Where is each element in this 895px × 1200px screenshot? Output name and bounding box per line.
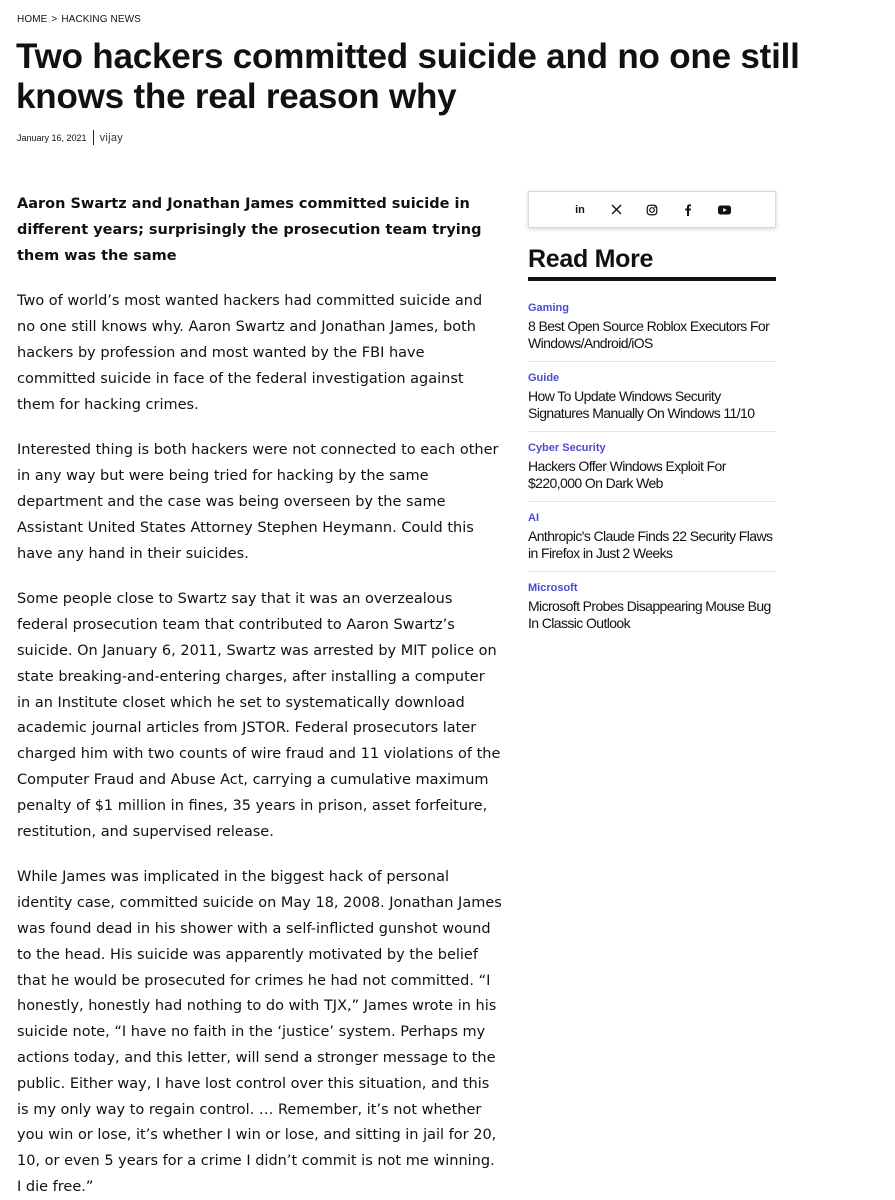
read-more-list xyxy=(528,301,776,641)
x-logo-icon xyxy=(611,204,622,215)
related-article-link[interactable]: 8 Best Open Source Roblox Executors For Windows/Android/iOS xyxy=(528,318,770,351)
facebook-icon[interactable] xyxy=(677,199,699,221)
breadcrumb-separator: > xyxy=(51,14,58,25)
breadcrumb xyxy=(17,14,141,25)
breadcrumb-home-link[interactable]: HOME xyxy=(17,14,48,25)
facebook-logo-icon xyxy=(683,204,693,216)
related-article-link[interactable]: How To Update Windows Security Signatures Manually On Windows 11/10 xyxy=(528,388,755,421)
instagram-logo-icon xyxy=(646,204,658,216)
instagram-icon[interactable] xyxy=(641,199,663,221)
list-item xyxy=(528,441,776,502)
linkedin-glyph: in xyxy=(575,203,585,216)
list-item xyxy=(528,511,776,572)
related-article-link[interactable]: Anthropic's Claude Finds 22 Security Flaws in Firefox in Just 2 Weeks xyxy=(528,528,773,561)
article-paragraph: Interested thing is both hackers were not connected to each other in any way but were being tried for hacking by the same department and the case was being overseen by the same Assistant United States Attorney Stephen Heymann. Could this have any hand in their suicides. xyxy=(17,442,499,562)
article-body xyxy=(17,192,502,1200)
category-link[interactable]: Guide xyxy=(528,372,560,384)
youtube-logo-icon xyxy=(718,205,731,215)
meta-divider xyxy=(93,130,94,145)
category-link[interactable]: Gaming xyxy=(528,302,569,314)
page-title: Two hackers committed suicide and no one still knows the real reason why xyxy=(16,37,800,116)
list-item xyxy=(528,301,776,362)
article-author-link[interactable]: vijay xyxy=(99,131,124,144)
article-date: January 16, 2021 xyxy=(17,132,87,143)
article-meta xyxy=(17,130,123,145)
read-more-heading: Read More xyxy=(528,244,776,281)
read-more-widget xyxy=(528,244,776,650)
category-link[interactable]: Cyber Security xyxy=(528,442,606,454)
category-link[interactable]: AI xyxy=(528,512,539,524)
social-share-bar xyxy=(528,191,776,228)
article-paragraph: While James was implicated in the biggest hack of personal identity case, committed suicide on May 18, 2008. Jonathan James was found dead in his shower with a self-inflicted gunshot wound to the head. His suicide was apparently motivated by the belief that he would be prosecuted for crimes he had not committed. “I honestly, honestly had nothing to do with TJX,” James wrote in his suicide note, “I have no faith in the ‘justice’ system. Perhaps my actions today, and this letter, will send a stronger message to the public. Either way, I have lost control over this situation, and this is my only way to regain control. … Remember, it’s not whether you win or lose, it’s whether I win or lose, and sitting in jail for 20, 10, or even 5 years for a crime I didn’t commit is not me winning. I die free.” xyxy=(17,869,502,1195)
x-icon[interactable] xyxy=(605,199,627,221)
article-lead: Aaron Swartz and Jonathan James committed suicide in different years; surprisingly the prosecution team trying them was the same xyxy=(17,196,482,264)
linkedin-icon[interactable] xyxy=(569,199,591,221)
article-paragraph: Some people close to Swartz say that it was an overzealous federal prosecution team that contributed to Aaron Swartz’s suicide. On January 6, 2011, Swartz was arrested by MIT police on state breaking-and-entering charges, after installing a computer in an Institute closet which he set to systematically download academic journal articles from JSTOR. Federal prosecutors later charged him with two counts of wire fraud and 11 violations of the Computer Fraud and Abuse Act, carrying a cumulative maximum penalty of $1 million in fines, 35 years in prison, asset forfeiture, restitution, and supervised release. xyxy=(17,591,501,840)
breadcrumb-section-link[interactable]: HACKING NEWS xyxy=(61,14,141,25)
list-item xyxy=(528,371,776,432)
article-paragraph: Two of world’s most wanted hackers had committed suicide and no one still knows why. Aaron Swartz and Jonathan James, both hackers by profession and most wanted by the FBI have committed suicide in face of the federal investigation against them for hacking crimes. xyxy=(17,293,483,413)
category-link[interactable]: Microsoft xyxy=(528,582,578,594)
youtube-icon[interactable] xyxy=(713,199,735,221)
list-item xyxy=(528,581,776,641)
related-article-link[interactable]: Microsoft Probes Disappearing Mouse Bug In Classic Outlook xyxy=(528,598,771,631)
related-article-link[interactable]: Hackers Offer Windows Exploit For $220,000 On Dark Web xyxy=(528,458,726,491)
